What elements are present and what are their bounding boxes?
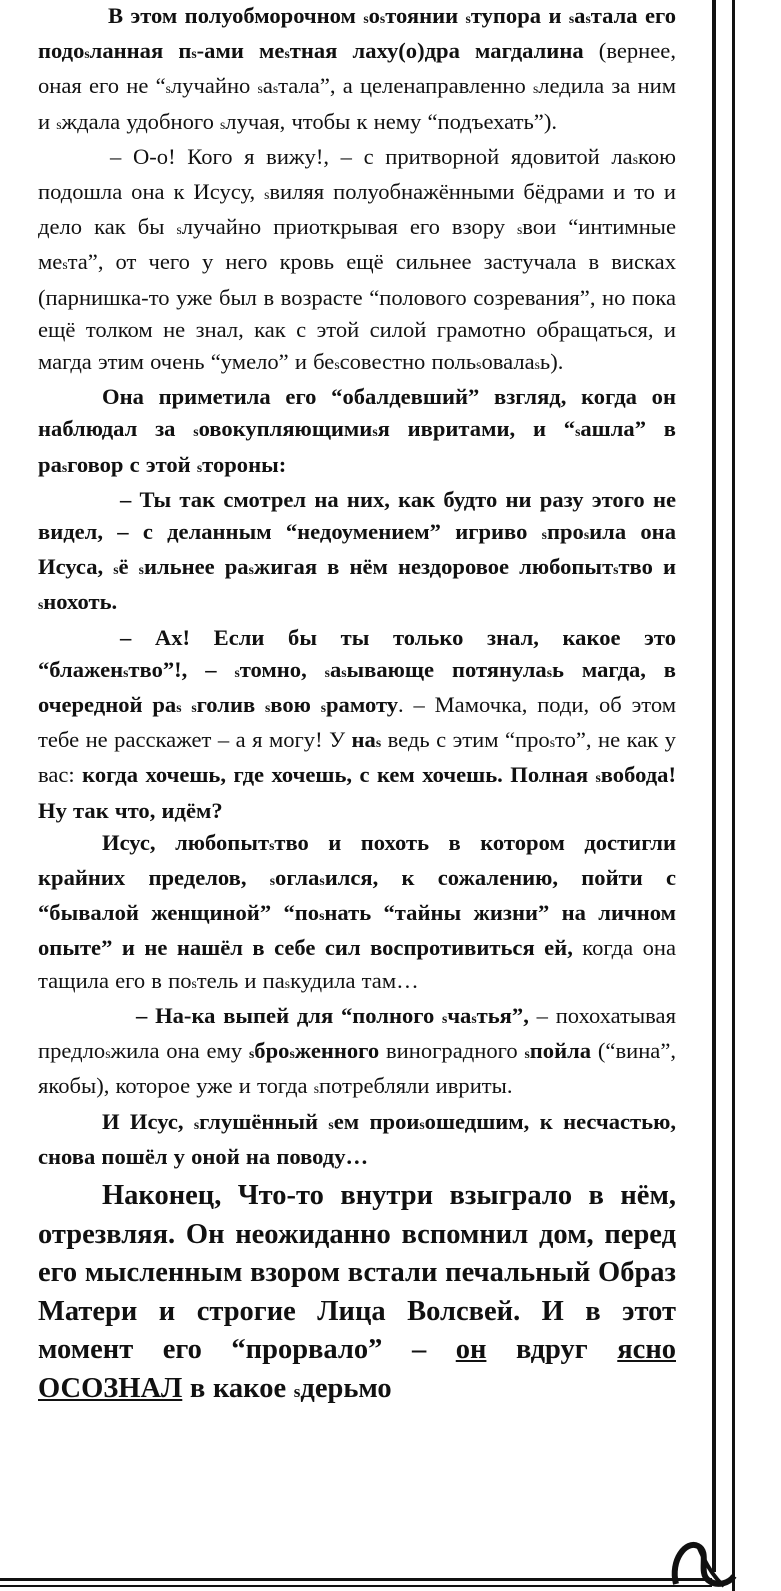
small-s: s xyxy=(419,1116,425,1132)
paragraph-6 xyxy=(38,827,676,1000)
small-s: s xyxy=(289,1046,295,1062)
text-run: овала xyxy=(481,349,535,375)
text-run: глушённый xyxy=(199,1108,329,1134)
small-s: s xyxy=(546,664,552,680)
small-s: s xyxy=(272,81,279,97)
text-run: нать “тайны жизни” на личном опыте” и не нашёл в себе сил воспротивиться ей, xyxy=(38,900,676,961)
text-run: тупора и xyxy=(470,3,569,28)
small-s: s xyxy=(328,1116,334,1132)
decorative-flourish-icon xyxy=(668,1520,738,1590)
small-s: s xyxy=(575,424,581,440)
small-s: s xyxy=(320,700,326,716)
text-run: а xyxy=(329,656,342,682)
text-run: лучайно xyxy=(170,73,258,99)
text-run: в какое xyxy=(182,1372,294,1404)
small-s: s xyxy=(176,700,182,716)
small-s: s xyxy=(62,257,68,273)
text-run: тво и xyxy=(618,554,676,580)
text-run: жила она ему xyxy=(110,1038,249,1064)
text-run: голив xyxy=(196,692,265,718)
text-run: ь магда, в очередной ра xyxy=(38,656,677,718)
small-s: s xyxy=(257,81,263,97)
small-s: s xyxy=(517,222,523,238)
text-run: нохоть. xyxy=(43,589,118,615)
text-run: томно, xyxy=(239,656,325,682)
small-s: s xyxy=(61,459,68,475)
text-run: тоянии xyxy=(385,3,466,28)
text-run: ошедшим, к несчастью, снова пошёл у оной на поводу… xyxy=(38,1108,676,1169)
text-run: тво”!, – xyxy=(128,656,235,682)
small-s: s xyxy=(176,222,182,238)
text-run: лучайно приоткрывая его взору xyxy=(181,214,518,240)
text-run: тала его подо xyxy=(38,3,677,64)
small-s: s xyxy=(465,11,471,26)
small-s: s xyxy=(265,700,271,716)
frame-vertical-rule-outer xyxy=(732,0,735,1591)
small-s: s xyxy=(595,770,601,786)
paragraph-1 xyxy=(38,0,676,141)
small-s: s xyxy=(476,357,482,373)
text-run: (вернее, оная его не “ xyxy=(38,38,676,99)
small-s: s xyxy=(234,664,240,680)
text-run: а xyxy=(262,73,273,99)
small-s: s xyxy=(220,116,226,132)
text-run: тала”, а целенаправленно xyxy=(278,73,533,99)
text-run: говор с этой xyxy=(67,451,197,477)
text-run: потребляли ивриты. xyxy=(318,1073,513,1099)
text-run: . – Мамочка, поди, об этом тебе не расскажет – а я могу! У xyxy=(38,692,677,753)
paragraph-8 xyxy=(38,1106,676,1173)
small-s: s xyxy=(191,975,197,991)
text-run: ланная п xyxy=(89,38,192,64)
small-s: s xyxy=(613,562,619,578)
small-s: s xyxy=(38,597,44,613)
small-s: s xyxy=(293,1381,301,1401)
small-s: s xyxy=(138,562,144,578)
text-run: рамоту xyxy=(325,692,399,718)
small-s: s xyxy=(583,527,590,543)
text-run: ждала удобного xyxy=(61,108,221,134)
small-s: s xyxy=(196,459,203,475)
text-run: женного xyxy=(294,1038,380,1064)
small-s: s xyxy=(442,1010,448,1026)
text-run: ашла” в ра xyxy=(38,416,676,477)
text-run: В этом полуобморочном xyxy=(108,3,364,28)
small-s: s xyxy=(632,151,638,167)
small-s: s xyxy=(56,116,62,132)
text-run: бро xyxy=(254,1038,290,1064)
text-run: Наконец, Что-то внутри взыграло в нём, отрезвляя. Он неожиданно вспомнил дом, перед его мысленным взором встали печальный Образ Матери и строгие Лица Волсвей. И в этот момент его “прорвало” – xyxy=(38,1179,676,1366)
small-s: s xyxy=(585,11,591,26)
text-run: когда она тащила его в по xyxy=(38,935,676,993)
text-run: – О-о! Кого я вижу!, – с притворной ядовитой ла xyxy=(110,143,633,169)
small-s: s xyxy=(379,11,386,26)
small-s: s xyxy=(191,46,197,62)
text-column xyxy=(38,0,676,1411)
small-s: s xyxy=(372,424,378,440)
text-run xyxy=(182,692,192,717)
small-s: s xyxy=(313,1081,319,1097)
text-run: виноградного xyxy=(379,1038,525,1064)
text-run: виляя полуобнажёнными бёдрами и то и дело как бы xyxy=(38,179,676,240)
text-run: ча xyxy=(447,1002,472,1028)
small-s: s xyxy=(363,11,369,26)
text-run: вою xyxy=(270,692,321,718)
small-s: s xyxy=(84,46,90,62)
text-run: ем прои xyxy=(333,1108,420,1134)
small-s: s xyxy=(191,700,197,716)
small-s: s xyxy=(284,46,290,62)
paragraph-9-large xyxy=(38,1177,676,1412)
text-run: когда хочешь, где хочешь, с кем хочешь. Полная xyxy=(82,762,596,788)
small-s: s xyxy=(123,664,129,680)
small-s: s xyxy=(248,562,254,578)
underlined-text: ясно ОСОЗНАЛ xyxy=(38,1334,676,1404)
frame-horizontal-rule-top xyxy=(0,1578,712,1581)
text-run: ледила за ним и xyxy=(38,73,676,134)
text-run: ё xyxy=(118,554,139,580)
paragraph-3 xyxy=(38,381,676,484)
text-run: ывающе потянула xyxy=(346,656,547,682)
text-run: вдруг xyxy=(486,1334,618,1366)
small-s: s xyxy=(113,562,119,578)
text-run: лучая, чтобы к нему “подъехать”). xyxy=(225,108,557,134)
paragraph-7 xyxy=(38,1000,676,1106)
text-run: тья”, xyxy=(476,1002,529,1028)
text-run: – Ты так смотрел на них, как будто ни разу этого не видел, – с деланным “недоумением” игриво xyxy=(38,486,676,545)
text-run: вобода! Ну так что, идём? xyxy=(38,762,676,823)
text-run: Исус, любопыт xyxy=(102,829,270,855)
text-run: кудила там… xyxy=(290,967,419,993)
small-s: s xyxy=(324,664,330,680)
small-s: s xyxy=(341,664,347,680)
text-run: кою подошла она к Исусу, xyxy=(38,143,676,205)
small-s: s xyxy=(319,873,325,889)
text-run: ила она Исуса, xyxy=(38,519,676,580)
underlined-text: он xyxy=(455,1334,487,1366)
small-s: s xyxy=(534,357,540,373)
text-run: вои “интимные ме xyxy=(38,214,676,275)
text-run: дерьмо xyxy=(300,1372,392,1404)
small-s: s xyxy=(524,1046,530,1062)
text-run: жигая в нём нездоровое любопыт xyxy=(253,554,614,580)
text-run: о xyxy=(368,3,380,28)
paragraph-4 xyxy=(38,484,676,622)
text-run: -ами ме xyxy=(196,38,285,64)
text-run: совестно поль xyxy=(339,349,477,375)
small-s: s xyxy=(319,908,325,924)
text-run: та”, от чего у него кровь ещё сильнее застучала в висках (парнишка-то уже был в возрасте “полового созревания”, но пока ещё толком не знал, как с этой силой грамотно обращаться, и магда этим очень “умело” и бе xyxy=(38,249,676,375)
text-run: а xyxy=(574,3,586,28)
small-s: s xyxy=(165,81,171,97)
text-run: тороны: xyxy=(202,451,287,477)
small-s: s xyxy=(264,187,270,203)
text-run: Она приметила его “обалдевший” взгляд, когда он наблюдал за xyxy=(38,384,676,442)
frame-horizontal-rule-bottom xyxy=(0,1585,712,1587)
small-s: s xyxy=(471,1010,477,1026)
text-run: овокупляющими xyxy=(198,416,373,442)
text-run: ведь с этим “про xyxy=(381,727,550,753)
small-s: s xyxy=(193,424,199,440)
small-s: s xyxy=(193,1116,200,1132)
small-s: s xyxy=(269,837,275,853)
text-run: И Исус, xyxy=(102,1108,194,1134)
text-run: – похохатывая предло xyxy=(38,1002,676,1064)
small-s: s xyxy=(568,11,575,26)
text-run: тель и па xyxy=(196,967,285,993)
small-s: s xyxy=(541,527,547,543)
text-run: ильнее ра xyxy=(143,554,249,580)
text-run: пойла xyxy=(529,1038,592,1064)
small-s: s xyxy=(284,975,291,991)
small-s: s xyxy=(532,81,539,97)
text-run: (“вина”, якобы), которое уже и тогда xyxy=(38,1038,676,1099)
text-run: то”, не как у вас: xyxy=(38,727,676,788)
small-s: s xyxy=(549,735,556,751)
small-s: s xyxy=(375,735,382,751)
text-run: – Ах! Если бы ты только знал, какое это “блажен xyxy=(38,624,676,682)
text-run: ился, к сожалению, пойти с “бывалой женщиной” “по xyxy=(38,865,676,926)
text-run: про xyxy=(546,519,584,545)
text-run: огла xyxy=(275,865,320,891)
text-run: ь). xyxy=(539,349,564,375)
frame-vertical-rule-inner xyxy=(712,0,716,1572)
paragraph-5 xyxy=(38,622,676,827)
text-run: – На-ка выпей для “полного xyxy=(136,1002,443,1028)
text-run: на xyxy=(351,727,376,753)
text-run: тво и похоть в котором достигли крайних пределов, xyxy=(38,829,677,891)
small-s: s xyxy=(269,873,276,889)
small-s: s xyxy=(105,1046,111,1062)
small-s: s xyxy=(334,357,340,373)
small-s: s xyxy=(249,1046,255,1062)
text-run: тная лаху(о)дра магдалина xyxy=(289,38,584,64)
paragraph-2 xyxy=(38,141,676,381)
text-run: я ивритами, и “ xyxy=(377,416,576,442)
